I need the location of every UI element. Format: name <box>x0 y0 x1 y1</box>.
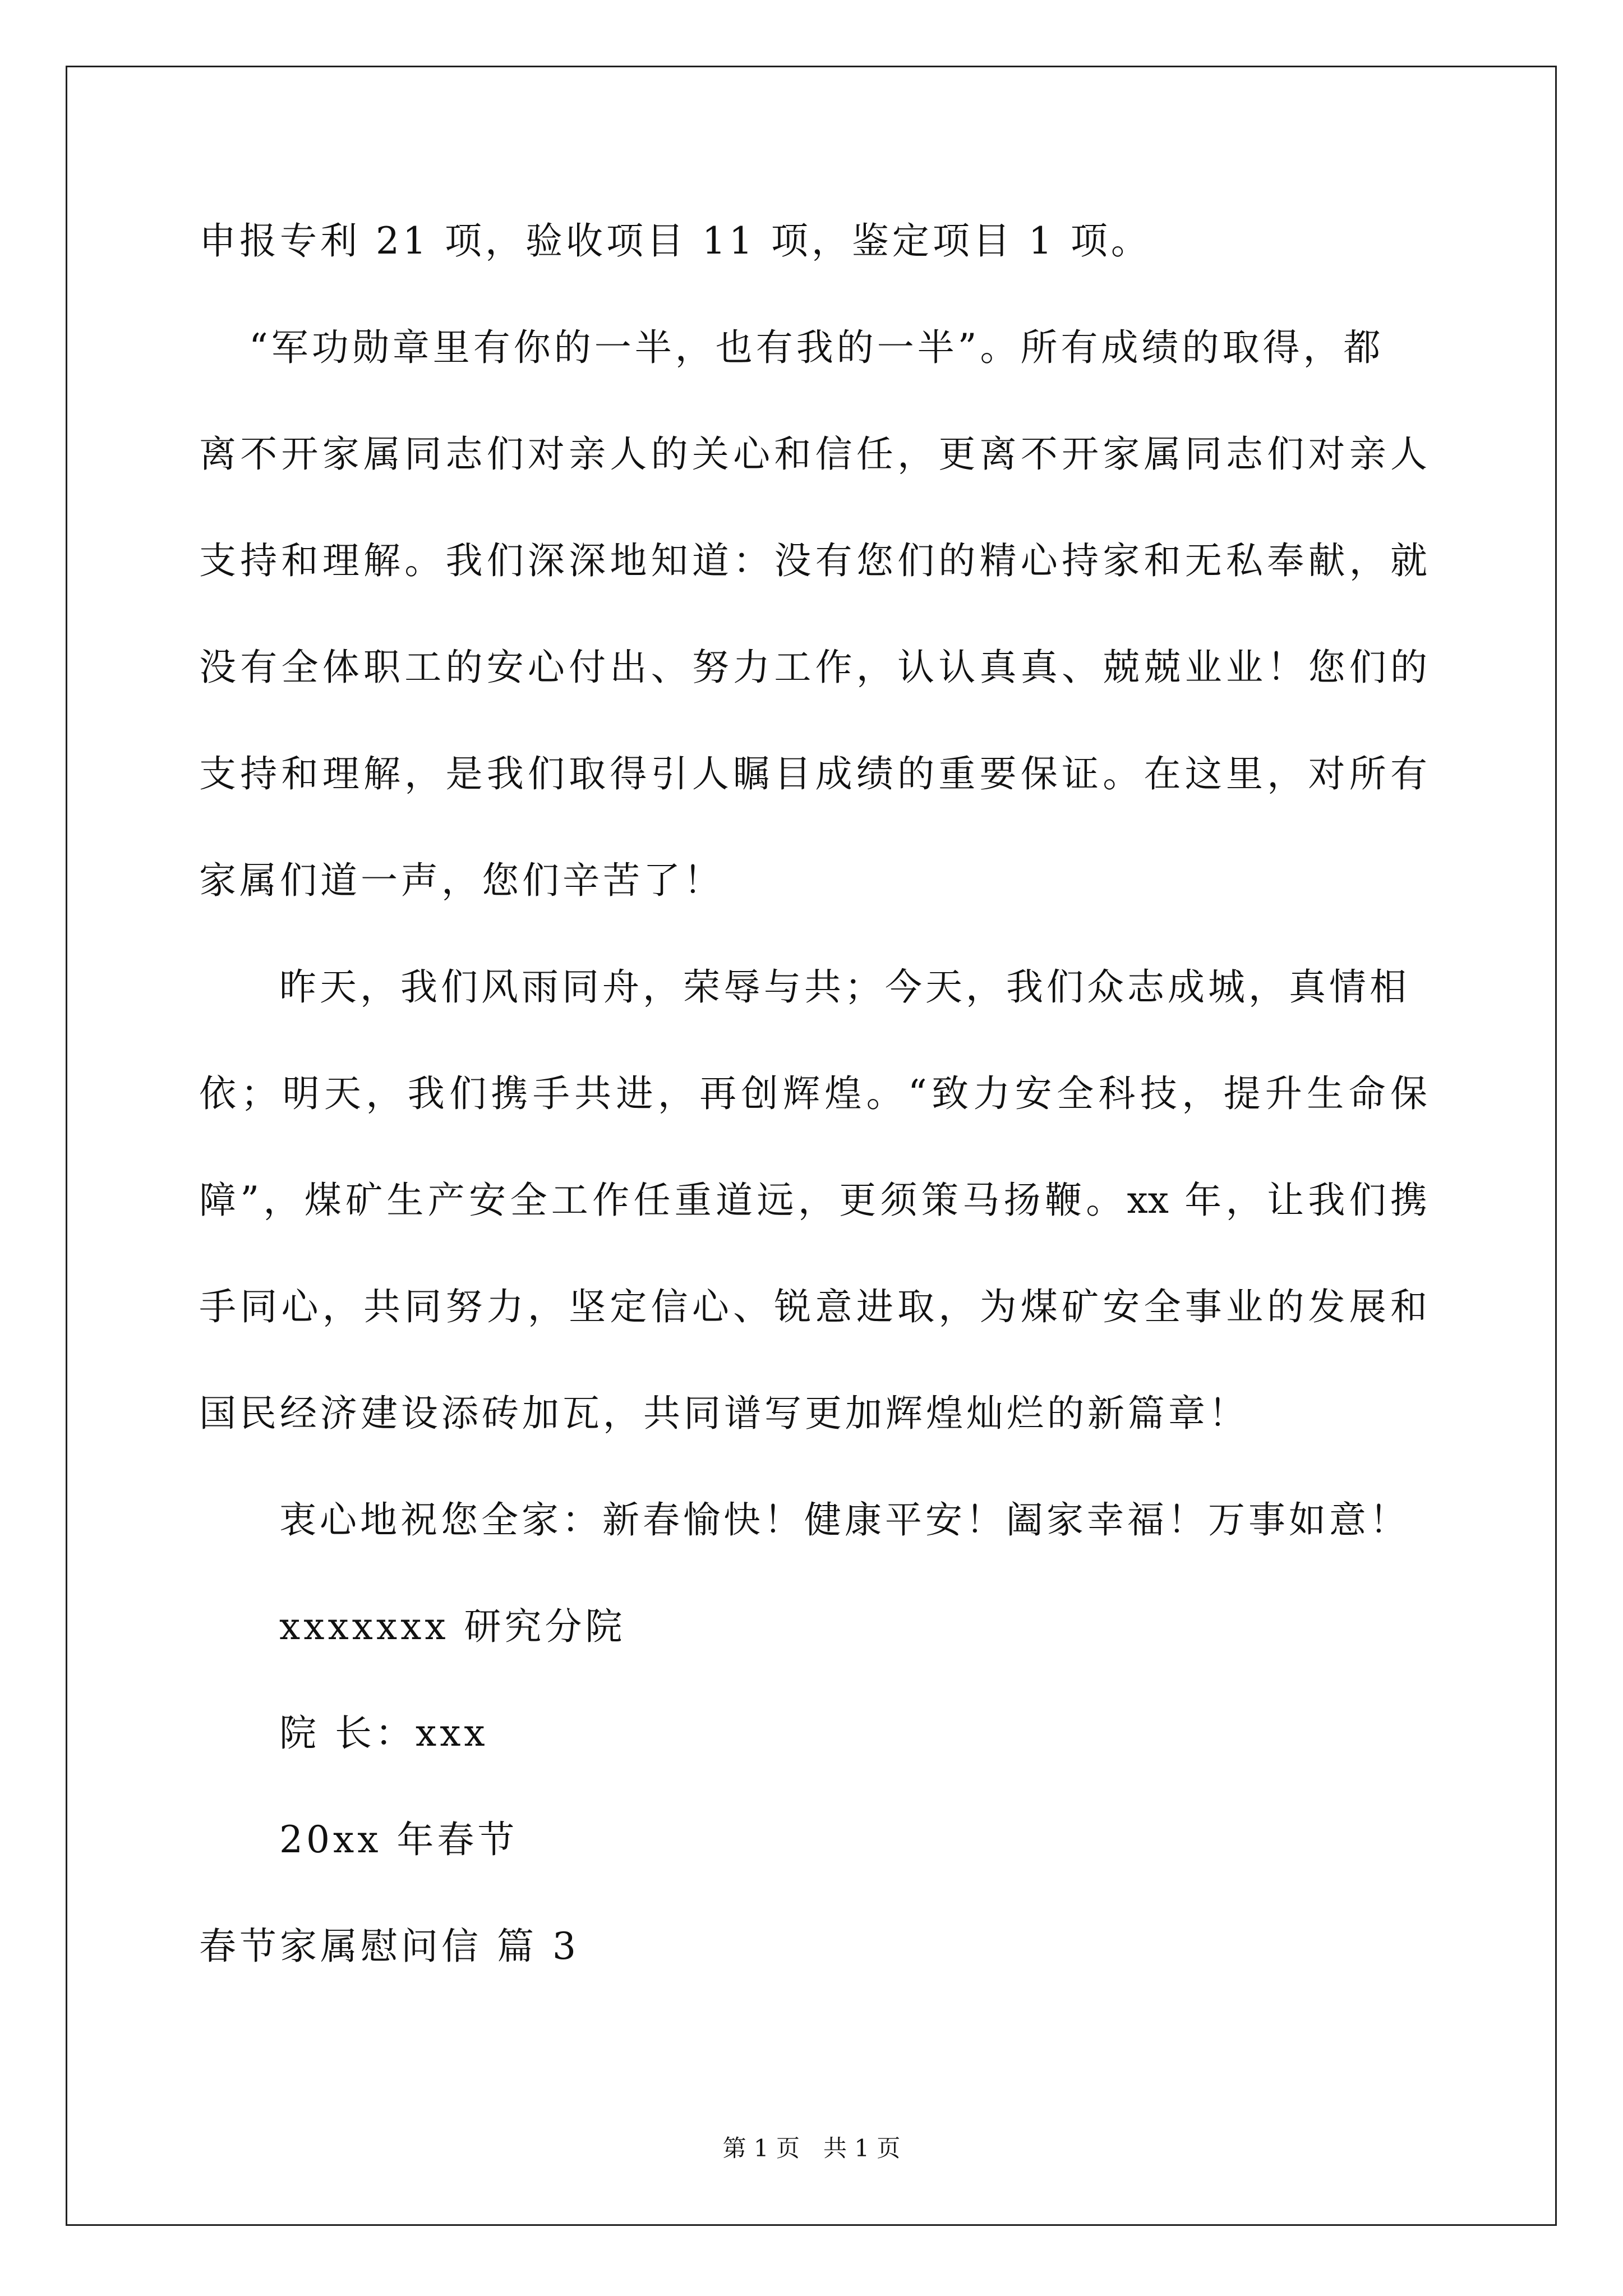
paragraph-line-12: 国民经济建设添砖加瓦，共同谱写更加辉煌灿烂的新篇章！ <box>199 1392 1249 1435</box>
paragraph-line-11: 手同心，共同努力，坚定信心、锐意进取，为煤矿安全事业的发展和 <box>199 1285 1427 1328</box>
paragraph-line-3: 离不开家属同志们对亲人的关心和信任，更离不开家属同志们对亲人 <box>199 432 1427 476</box>
paragraph-line-6: 支持和理解，是我们取得引人瞩目成绩的重要保证。在这里，对所有 <box>199 752 1427 795</box>
paragraph-line-2: “军功勋章里有你的一半，也有我的一半”。所有成绩的取得，都 <box>249 326 1384 369</box>
signature-institute: xxxxxxx 研究分院 <box>279 1605 626 1648</box>
signature-date: 20xx 年春节 <box>279 1818 518 1861</box>
paragraph-line-9: 依；明天，我们携手共进，再创辉煌。“致力安全科技，提升生命保 <box>199 1072 1427 1115</box>
section-heading: 春节家属慰问信 篇 3 <box>199 1925 579 1968</box>
page-border <box>66 66 1557 2226</box>
greeting-line: 衷心地祝您全家：新春愉快！健康平安！阖家幸福！万事如意！ <box>279 1498 1410 1542</box>
paragraph-line-5: 没有全体职工的安心付出、努力工作，认认真真、兢兢业业！您们的 <box>199 646 1427 689</box>
signature-director: 院 长：xxx <box>279 1711 488 1755</box>
text-line-1: 申报专利 21 项，验收项目 11 项，鉴定项目 1 项。 <box>199 219 1151 263</box>
page-footer: 第 1 页 共 1 页 <box>722 2134 901 2162</box>
paragraph-line-10: 障”，煤矿生产安全工作任重道远，更须策马扬鞭。xx 年，让我们携 <box>199 1179 1427 1222</box>
paragraph-line-4: 支持和理解。我们深深地知道：没有您们的精心持家和无私奉献，就 <box>199 539 1427 582</box>
paragraph-line-7: 家属们道一声，您们辛苦了！ <box>199 859 724 902</box>
paragraph-line-8: 昨天，我们风雨同舟，荣辱与共；今天，我们众志成城，真情相 <box>279 965 1410 1009</box>
